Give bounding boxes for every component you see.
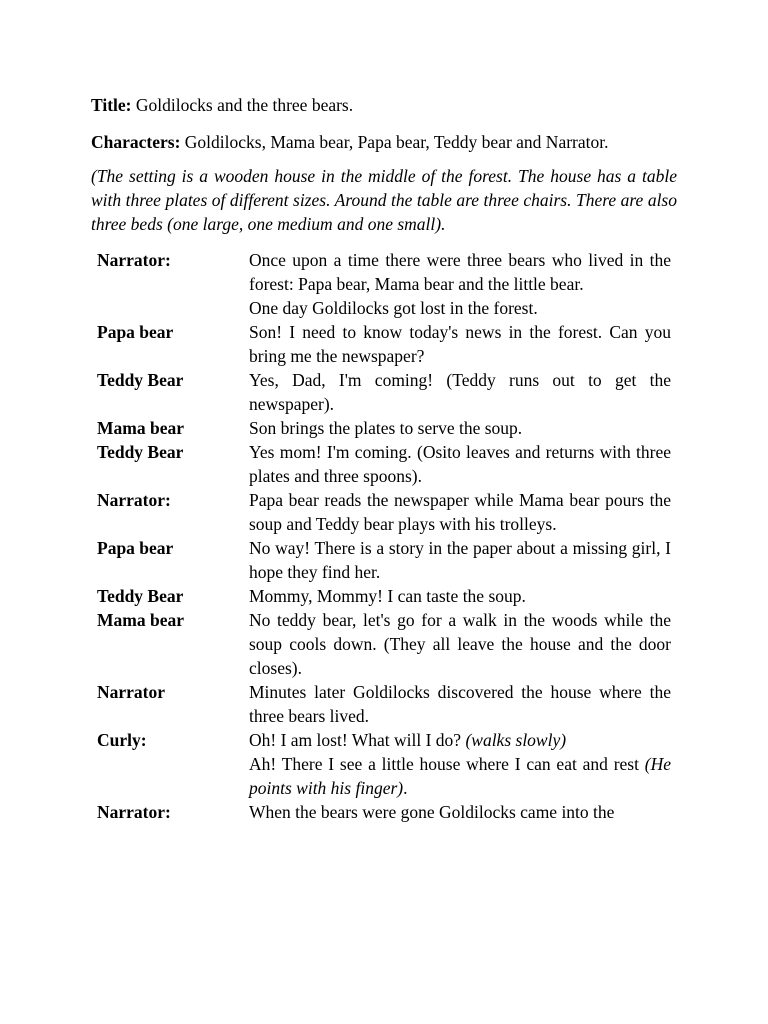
setting-description: (The setting is a wooden house in the middle of the forest. The house has a table with three plates of different sizes. Around the table are three chairs. There are also three beds (one large, one medium and one small).	[91, 166, 677, 234]
script-row	[91, 488, 671, 536]
dialogue-text: Oh! I am lost! What will I do?	[249, 730, 466, 750]
script-row	[91, 536, 671, 584]
script-row	[91, 584, 671, 608]
dialogue-line: Minutes later Goldilocks discovered the house where the three bears lived.	[249, 682, 671, 726]
speaker-name: Teddy Bear	[97, 586, 184, 606]
characters-value: Goldilocks, Mama bear, Papa bear, Teddy bear and Narrator.	[180, 132, 609, 152]
dialogue	[249, 800, 671, 824]
script-row	[91, 728, 671, 800]
dialogue-line: Yes, Dad, I'm coming! (Teddy runs out to get the newspaper).	[249, 370, 671, 414]
dialogue	[249, 680, 671, 728]
dialogue-line: Son brings the plates to serve the soup.	[249, 418, 523, 438]
dialogue	[249, 440, 671, 488]
speaker-name: Narrator:	[97, 802, 171, 822]
title-value: Goldilocks and the three bears.	[131, 95, 354, 115]
dialogue	[249, 584, 671, 608]
dialogue-line: One day Goldilocks got lost in the forest.	[249, 298, 538, 318]
dialogue	[249, 536, 671, 584]
script-row	[91, 608, 671, 680]
dialogue	[249, 248, 671, 320]
script-row	[91, 680, 671, 728]
script-row	[91, 416, 671, 440]
dialogue-line: Son! I need to know today's news in the forest. Can you bring me the newspaper?	[249, 322, 671, 366]
dialogue-tail: .	[403, 778, 408, 798]
dialogue	[249, 320, 671, 368]
dialogue-line: Mommy, Mommy! I can taste the soup.	[249, 586, 526, 606]
script-row	[91, 248, 671, 320]
speaker-name: Papa bear	[97, 538, 174, 558]
dialogue-line	[249, 728, 671, 752]
dialogue	[249, 368, 671, 416]
script-row	[91, 320, 671, 368]
dialogue-line: No way! There is a story in the paper about a missing girl, I hope they find her.	[249, 538, 671, 582]
document-content	[91, 93, 677, 824]
title-line	[91, 93, 677, 117]
characters-line	[91, 130, 677, 154]
characters-label: Characters:	[91, 132, 181, 152]
dialogue-text: Ah! There I see a little house where I can eat and rest	[249, 754, 645, 774]
dialogue-line	[249, 752, 671, 800]
dialogue-line: Papa bear reads the newspaper while Mama bear pours the soup and Teddy bear plays with his trolleys.	[249, 490, 671, 534]
dialogue	[249, 608, 671, 680]
script-row	[91, 368, 671, 416]
dialogue	[249, 488, 671, 536]
speaker-name: Mama bear	[97, 418, 184, 438]
speaker-name: Mama bear	[97, 610, 184, 630]
dialogue-line: When the bears were gone Goldilocks came into the	[249, 802, 615, 822]
dialogue-line: No teddy bear, let's go for a walk in the woods while the soup cools down. (They all leave the house and the door closes).	[249, 610, 671, 678]
title-label: Title:	[91, 95, 132, 115]
speaker-name: Narrator	[97, 682, 166, 702]
script-table	[91, 248, 671, 824]
speaker-name: Teddy Bear	[97, 370, 184, 390]
dialogue	[249, 728, 671, 800]
stage-direction: (He points with his finger)	[249, 754, 671, 798]
speaker-name: Narrator:	[97, 490, 171, 510]
script-row	[91, 440, 671, 488]
dialogue	[249, 416, 671, 440]
dialogue-line: Once upon a time there were three bears who lived in the forest: Papa bear, Mama bear and the little bear.	[249, 250, 671, 294]
speaker-name: Papa bear	[97, 322, 174, 342]
stage-direction: (walks slowly)	[465, 730, 567, 750]
speaker-name: Teddy Bear	[97, 442, 184, 462]
dialogue-line: Yes mom! I'm coming. (Osito leaves and returns with three plates and three spoons).	[249, 442, 671, 486]
speaker-name: Curly:	[97, 730, 147, 750]
script-row	[91, 800, 671, 824]
speaker-name: Narrator:	[97, 250, 171, 270]
